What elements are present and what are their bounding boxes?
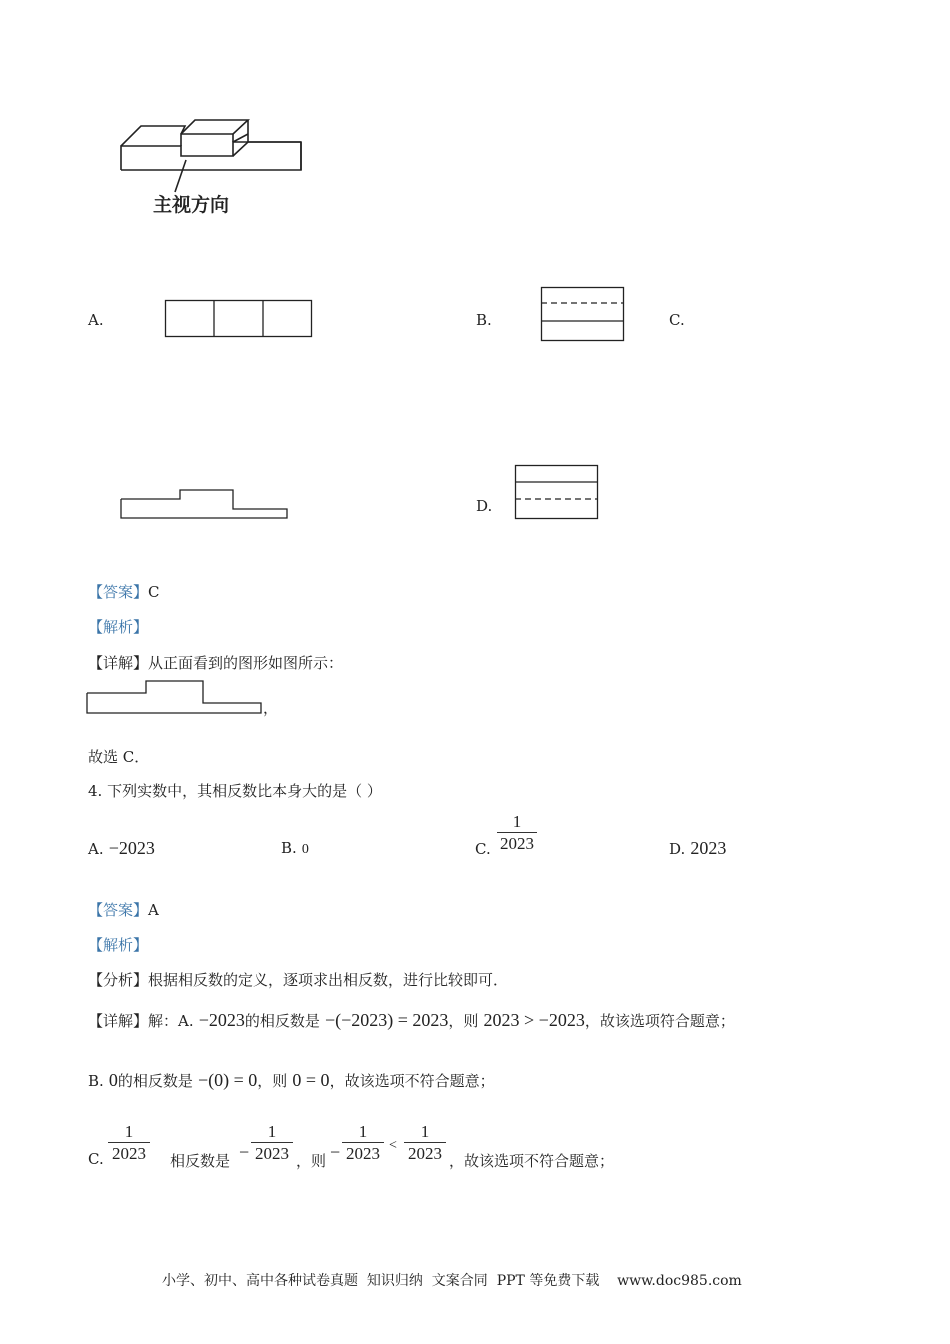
option-d-figure (515, 465, 600, 522)
detail-prefix: 【详解】解：A. (88, 1012, 194, 1030)
q4-detail-3-then: ，则 (296, 1152, 327, 1170)
q3-answer-line (88, 581, 160, 602)
q4-option-d (669, 838, 726, 859)
q4-detail-line-1 (88, 1010, 735, 1031)
detail-end: ，故该选项符合题意； (584, 1012, 735, 1030)
q4-option-d-label: D. (669, 840, 686, 858)
detail-expr: −(−2023) = 2023 (324, 1010, 449, 1030)
detail-then: ，则 (257, 1072, 288, 1090)
option-b-figure (541, 287, 625, 343)
detail-compare: 0 = 0 (292, 1070, 330, 1090)
answer-value: C (148, 583, 160, 601)
detail-mid: 的相反数是 (244, 1012, 320, 1030)
q3-analysis-tag: 【解析】 (88, 618, 149, 636)
detail-prefix: B. (88, 1072, 104, 1090)
answer-value: A (148, 901, 159, 919)
detail-3-less-than: < (389, 1138, 397, 1153)
detail-3-fraction-3 (342, 1122, 384, 1165)
option-a-figure (165, 300, 313, 338)
q4-option-a-value: −2023 (108, 838, 155, 858)
fraction-numerator: 1 (267, 1122, 277, 1141)
detail-value: −2023 (198, 1010, 245, 1030)
q4-analysis-tag: 【解析】 (88, 936, 149, 954)
q4-analysis: 【分析】根据相反数的定义，逐项求出相反数，进行比较即可． (88, 971, 509, 989)
fraction-denominator: 2023 (500, 834, 534, 853)
detail-3-minus-1: − (239, 1142, 250, 1162)
q4-question: 4. 下列实数中，其相反数比本身大的是（ ） (88, 782, 382, 800)
q4-detail-3-prefix: C. (88, 1150, 104, 1168)
detail-compare: 2023 > −2023 (483, 1010, 585, 1030)
q3-option-d-label: D. (476, 497, 493, 515)
q4-option-b-value: 0 (301, 842, 309, 857)
fraction-denominator: 2023 (255, 1144, 289, 1163)
answer-tag: 【答案】 (88, 583, 149, 601)
q4-option-c-fraction (497, 812, 537, 855)
q4-option-a-label: A. (88, 840, 104, 858)
fraction-numerator: 1 (358, 1122, 368, 1141)
q3-option-b-label: B. (476, 311, 492, 329)
q4-option-b (281, 838, 309, 858)
detail-figure (86, 680, 266, 716)
page-footer: 小学、初中、高中各种试卷真题 知识归纳 文案合同 PPT 等免费下载 www.doc985.com (162, 1273, 742, 1289)
q4-option-b-label: B. (281, 839, 297, 857)
detail-expr: −(0) = 0 (198, 1070, 258, 1090)
detail-end: ，故该选项不符合题意； (329, 1072, 495, 1090)
answer-tag: 【答案】 (88, 901, 149, 919)
detail-mid: 的相反数是 (117, 1072, 193, 1090)
q3-detail: 【详解】从正面看到的图形如图所示： (88, 654, 344, 672)
q4-option-c-label: C. (475, 840, 491, 858)
figure-caption: 主视方向 (153, 194, 230, 216)
detail-then: ，则 (448, 1012, 479, 1030)
fraction-denominator: 2023 (408, 1144, 442, 1163)
fraction-numerator: 1 (420, 1122, 430, 1141)
q4-detail-3-mid: 相反数是 (170, 1152, 231, 1170)
detail-value: 0 (108, 1070, 118, 1090)
detail-3-fraction-4 (404, 1122, 446, 1165)
fraction-denominator: 2023 (346, 1144, 380, 1163)
q4-option-a (88, 838, 155, 859)
detail-3-minus-2: − (330, 1142, 341, 1162)
detail-3-fraction-2 (251, 1122, 293, 1165)
fraction-denominator: 2023 (112, 1144, 146, 1163)
q3-option-c-label: C. (669, 311, 685, 329)
q4-answer-line (88, 899, 159, 920)
detail-3-fraction-1 (108, 1122, 150, 1165)
option-c-figure (120, 489, 290, 521)
fraction-numerator: 1 (124, 1122, 134, 1141)
fraction-numerator: 1 (512, 812, 522, 831)
q3-conclusion: 故选 C． (88, 748, 150, 766)
q4-detail-3-end: ，故该选项不符合题意； (449, 1152, 615, 1170)
q4-option-d-value: 2023 (690, 838, 727, 858)
q3-option-a-label: A. (88, 311, 104, 329)
q4-detail-line-2 (88, 1070, 495, 1091)
detail-comma: ， (263, 699, 279, 717)
